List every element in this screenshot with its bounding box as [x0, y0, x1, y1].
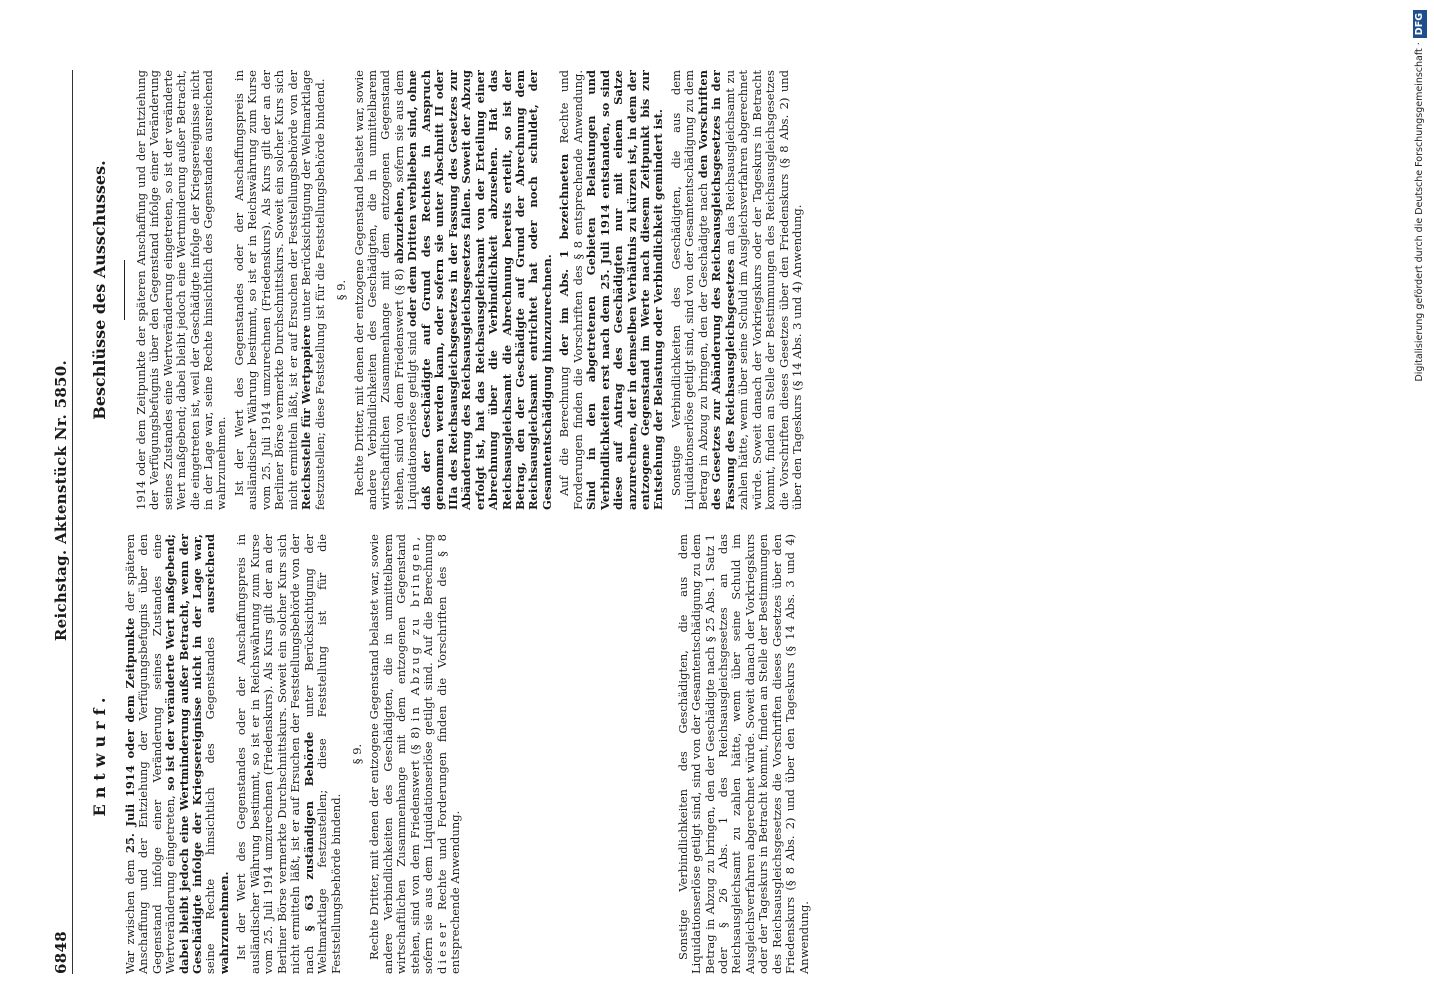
text-span: der späteren Anschaffung und der Entziehung der Verfügungsbefugnis über den Gegenstand infolge einer Veränderung seines Zustandes eine Wertveränderung eingetreten,: [122, 534, 178, 974]
bold-span: den Vorschriften des Gesetzes zur Abänderung des Reichsausgleichsgesetzes in der Fassung des Reichsausgleichsgesetzes: [695, 70, 737, 510]
column-entwurf: [83, 534, 1283, 974]
text-span: Rechte und Forderungen finden die Vorschriften des § 8 entsprechende Anwendung.: [434, 534, 463, 974]
paragraph: [558, 70, 666, 510]
text-span: Rechte und Forderungen finden die Vorschriften des § 8 entsprechende Anwendung.: [557, 70, 585, 510]
text-span: seine Rechte hinsichtlich des Gegenstandes: [203, 613, 218, 974]
paragraph: [233, 70, 327, 510]
title-divider: [124, 260, 125, 320]
digitization-note: [1411, 10, 1429, 990]
text-span: Auf die Berechnung: [557, 355, 572, 496]
bold-span: der im Abs. 1 bezeichneten: [557, 153, 572, 356]
text-span: sofern sie aus dem Liquidationserlöse getilgt sind: [391, 70, 420, 510]
column-title-beschluesse: Beschlüsse des Ausschusses.: [90, 160, 109, 420]
paragraph: [670, 70, 805, 510]
section-heading: § 9.: [349, 743, 364, 765]
paragraph: [353, 70, 555, 510]
credit-text: Digitalisierung gefördert durch die Deutsche Forschungsgemeinschaft ·: [1414, 42, 1425, 382]
bold-span: oder dem Dritten verblieben sind, ohne daß der Geschädigte auf Grund des Rechtes in Anspruch genommen werden kann, oder sofern sie unter Abschnitt II oder IIIa des Reichsausgleichsgesetzes in der Fassung des Gesetzes zur Abänderung des Reichsausgleichsgesetzes fallen. Soweit der Abzug erfolgt ist, hat das Reichsausgleichsamt von der Erteilung einer Abrechnung über die Verbindlichkeit abzusehen. Hat das Reichsausgleichsamt die Abrechnung bereits erteilt, so ist der Betrag, den der Geschädigte auf Grund der Abrechnung dem Reichsausgleichsamt entrichtet hat oder noch schuldet, der Gesamtentschädigung hinzuzurechnen.: [405, 70, 554, 510]
text-span: sofern sie aus dem Liquidationserlöse getilgt sind. Auf die Berechnung: [421, 534, 436, 974]
digitization-credit: [1411, 10, 1429, 990]
blank-space: [467, 534, 677, 974]
bold-span: so ist der veränderte Wert maßgebend; dabei bleibt jedoch eine Wertminderung außer Betracht, wenn der Geschädigte infolge der Kriegsereignisse nicht in der Lage war,: [163, 534, 204, 974]
bold-span: abzuziehen,: [391, 187, 406, 264]
text-span: Rechte Dritter, mit denen der entzogene Gegenstand belastet war, sowie andere Verbindlichkeiten des Geschädigten, die in unmittelbarem wirtschaftlichen Zusammenhange mit dem entzogenen Gegenstand stehen, sind von dem Friedenswert (§ 8): [367, 534, 422, 974]
column-title-entwurf: Entwurf.: [90, 691, 109, 817]
page-number: 6848: [52, 931, 70, 974]
column-beschluesse: [83, 70, 1283, 510]
paragraph: [368, 534, 462, 974]
paragraph: Sonstige Verbindlichkeiten des Geschädigten, die aus dem Liquidationserlöse getilgt sind, sind von der Gesamtentschädigung zu dem Betrag in Abzug zu bringen, den der Geschädigte nach § 25 Abs. 1 Satz 1 oder § 26 Abs. 1 des Reichsausgleichsgesetzes an das Reichsausgleichsamt zu zahlen hätte, wenn über seine Schuld im Ausgleichsverfahren abgerechnet würde. Soweit danach der Vorkriegskurs oder der Tageskurs in Betracht kommt, finden an Stelle der Bestimmungen des Reichsausgleichsgesetzes die Vorschriften dieses Gesetzes über den Friedenskurs (§ 8 Abs. 2) und über den Tageskurs (§ 14 Abs. 3 und 4) Anwendung.: [675, 534, 811, 974]
text-span: Ist der Wert des Gegenstandes oder der Anschaffungspreis in ausländischer Währung bestimmt, so ist er in Reichswährung zum Kurse vom 25. Juli 1914 umzurechnen (Friedenskurs). Als Kurs gilt der an der Berliner Börse vermerkte Durchschnittskurs. Soweit ein solcher Kurs sich nicht ermitteln läßt, ist er auf Ersuchen der Feststellungsbehörde von der nach: [234, 534, 316, 974]
page-title: Reichstag. Aktenstück Nr. 5850.: [52, 359, 70, 642]
dfg-logo: DFG: [1413, 10, 1427, 38]
spaced-span: dieser: [434, 919, 449, 974]
page-body: [83, 70, 1283, 974]
text-span: Ist der Wert des Gegenstandes oder der Anschaffungspreis in ausländischer Währung bestimmt, so ist er in Reichswährung zum Kurse vom 25. Juli 1914 umzurechnen (Friedenskurs). Als Kurs gilt der an der Berliner Börse vermerkte Durchschnittskurs. Soweit ein solcher Kurs sich nicht ermitteln läßt, ist er auf Ersuchen der Feststellungsbehörde von der: [231, 70, 300, 510]
paragraph: 1914 oder dem Zeitpunkte der späteren Anschaffung und der Entziehung der Verfügungsbefugnis über den Gegenstand infolge einer Veränderung seines Zustandes eine Wertveränderung eingetreten, so ist der veränderte Wert maßgebend; dabei bleibt jedoch eine Wertminderung außer Betracht, die eingetreten ist, weil der Geschädigte infolge der Kriegsereignisse nicht in der Lage war, seine Rechte hinsichtlich des Gegenstandes ausreichend wahrzunehmen.: [133, 70, 229, 510]
bold-span: § 63 zuständigen Behörde: [301, 731, 316, 932]
paragraph: [235, 534, 343, 974]
text-span: an das Reichsausgleichsamt zu zahlen hätte, wenn über seine Schuld im Ausgleichsverfahren abgerechnet würde. Soweit danach der Vorkriegskurs oder der Tageskurs in Betracht kommt, finden an Stelle der Bestimmungen des Reichsausgleichsgesetzes die Vorschriften dieses Gesetzes über den Friedenskurs (§ 8 Abs. 2) und über den Tageskurs (§ 14 Abs. 3 und 4) Anwendung.: [722, 70, 805, 510]
text-span: War zwischen dem: [122, 853, 137, 974]
bold-span: 25. Juli 1914 oder dem Zeitpunkte: [122, 617, 137, 854]
text-span: Sonstige Verbindlichkeiten des Geschädigten, die aus dem Liquidationserlöse getilgt sind, sind von der Gesamtentschädigung zu dem Betrag in Abzug zu bringen, den der Geschädigte nach: [668, 70, 710, 510]
text-span: unter Berücksichtigung der Weltmarktlage festzustellen; diese Feststellung ist für die Feststellungsbehörde bindend.: [299, 70, 327, 510]
bold-span: ausreichend wahrzunehmen.: [203, 534, 231, 974]
paragraph: [124, 534, 232, 974]
bold-span: Reichsstelle für Wertpapiere: [299, 324, 314, 510]
spaced-span: in Abzug zu bringen,: [407, 533, 422, 722]
bold-span: Sind in den abgetretenen Gebieten Belastungen und Verbindlichkeiten erst nach dem 25. Juli 1914 entstanden, so sind diese auf Antrag des Geschädigten nur mit einem Satze anzurechnen, der in demselben Verhältnis zu kürzen ist, in dem der entzogene Gegenstand im Werte nach diesem Zeitpunkt bis zur Entstehung der Belastung oder Verbindlichkeit gemindert ist.: [584, 70, 666, 510]
text-span: unter Berücksichtigung der Weltmarktlage festzustellen; diese Feststellung ist für die Feststellungsbehörde bindend.: [301, 533, 343, 974]
page-header: [52, 70, 73, 974]
text-span: Rechte Dritter, mit denen der entzogene Gegenstand belastet war, sowie andere Verbindlichkeiten des Geschädigten, die in unmittelbarem wirtschaftlichen Zusammenhange mit dem entzogenen Gegenstand stehen, sind von dem Friedenswert (§ 8): [351, 70, 406, 510]
section-heading: § 9.: [334, 279, 349, 301]
